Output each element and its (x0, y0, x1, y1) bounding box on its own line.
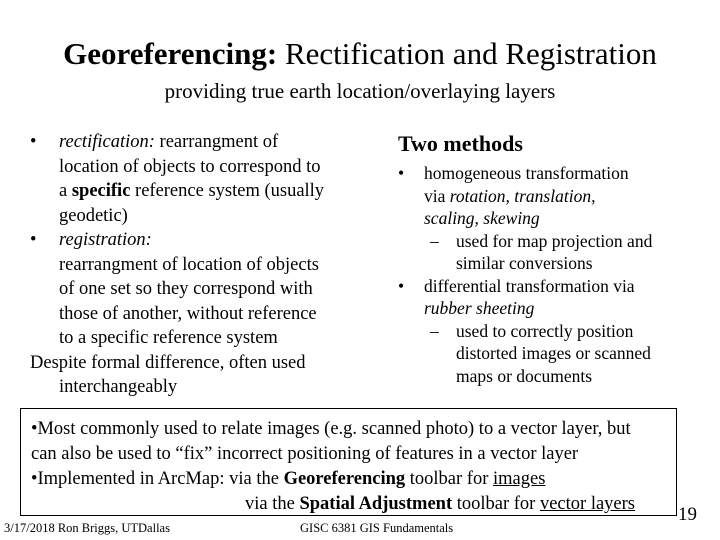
footer-date-author: 3/17/2018 Ron Briggs, UTDallas (4, 521, 170, 535)
right-column (398, 130, 718, 387)
slide-title (0, 36, 720, 72)
methods-list (398, 162, 718, 387)
method-2-line-2: rubber sheeting (424, 298, 535, 318)
bullet-icon: • (30, 230, 37, 250)
method-1-line-2: via rotation, translation, (424, 185, 596, 206)
vector-layers-underlined: vector layers (539, 494, 635, 514)
rectification-line-1: • rectification: rearrangment of (30, 130, 360, 155)
page-number: 19 (678, 504, 697, 525)
bullet-icon: • (398, 163, 405, 183)
method-2-sub-line-3: maps or documents (456, 365, 593, 386)
despite-line-2: interchangeably (59, 377, 178, 397)
dash-icon: – (430, 230, 439, 251)
note-line-1: •Most commonly used to relate images (e.g. scanned photo) to a vector layer, but (31, 419, 631, 439)
usage-note-box (20, 408, 677, 516)
method-1-sub-line-2: similar conversions (456, 253, 593, 273)
images-underlined: images (493, 469, 546, 489)
note-line-3: •Implemented in ArcMap: via the Georeferencing toolbar for images (31, 469, 546, 489)
dash-icon: – (430, 320, 439, 341)
registration-line-5: to a specific reference system (59, 328, 278, 348)
two-methods-heading: Two methods (398, 131, 523, 156)
georeferencing-bold: Georeferencing (283, 469, 406, 489)
method-1-line-1: • homogeneous transformation (398, 163, 629, 183)
rectification-line-4: geodetic) (59, 205, 128, 226)
registration-line-3: of one set so they correspond with (59, 279, 313, 299)
slide-subtitle: providing true earth location/overlaying layers (164, 79, 556, 103)
registration-line-2: rearrangment of location of objects (59, 254, 319, 275)
note-line-2: can also be used to “fix” incorrect positioning of features in a vector layer (31, 444, 579, 464)
spatial-adjustment-bold: Spatial Adjustment (299, 494, 453, 514)
method-2-sub-line-1: – used to correctly position (430, 320, 634, 341)
bullet-icon: • (30, 132, 37, 152)
rectification-line-3: a specific reference system (usually (59, 181, 325, 201)
footer-course: GISC 6381 GIS Fundamentals (300, 521, 454, 535)
registration-term: registration: (59, 230, 152, 250)
rectification-line-2: location of objects to correspond to (59, 156, 321, 177)
method-1-line-3: scaling, skewing (424, 208, 540, 228)
title-bold: Georeferencing: (63, 36, 278, 71)
note-line-4: via the Spatial Adjustment toolbar for vector layers (245, 494, 635, 514)
method-2-sub-line-2: distorted images or scanned (456, 343, 651, 363)
left-column (30, 130, 360, 400)
method-2-line-1: • differential transformation via (398, 275, 635, 296)
registration-line-1 (30, 228, 360, 253)
title-rest: Rectification and Registration (277, 36, 657, 71)
specific-bold: specific (71, 181, 131, 201)
registration-line-4: those of another, without reference (59, 303, 317, 324)
method-1-sub-line-1: – used for map projection and (430, 230, 653, 251)
rectification-term: rectification: (59, 132, 155, 152)
bullet-icon: • (398, 275, 405, 296)
despite-line-1: Despite formal difference, often used (30, 352, 306, 373)
